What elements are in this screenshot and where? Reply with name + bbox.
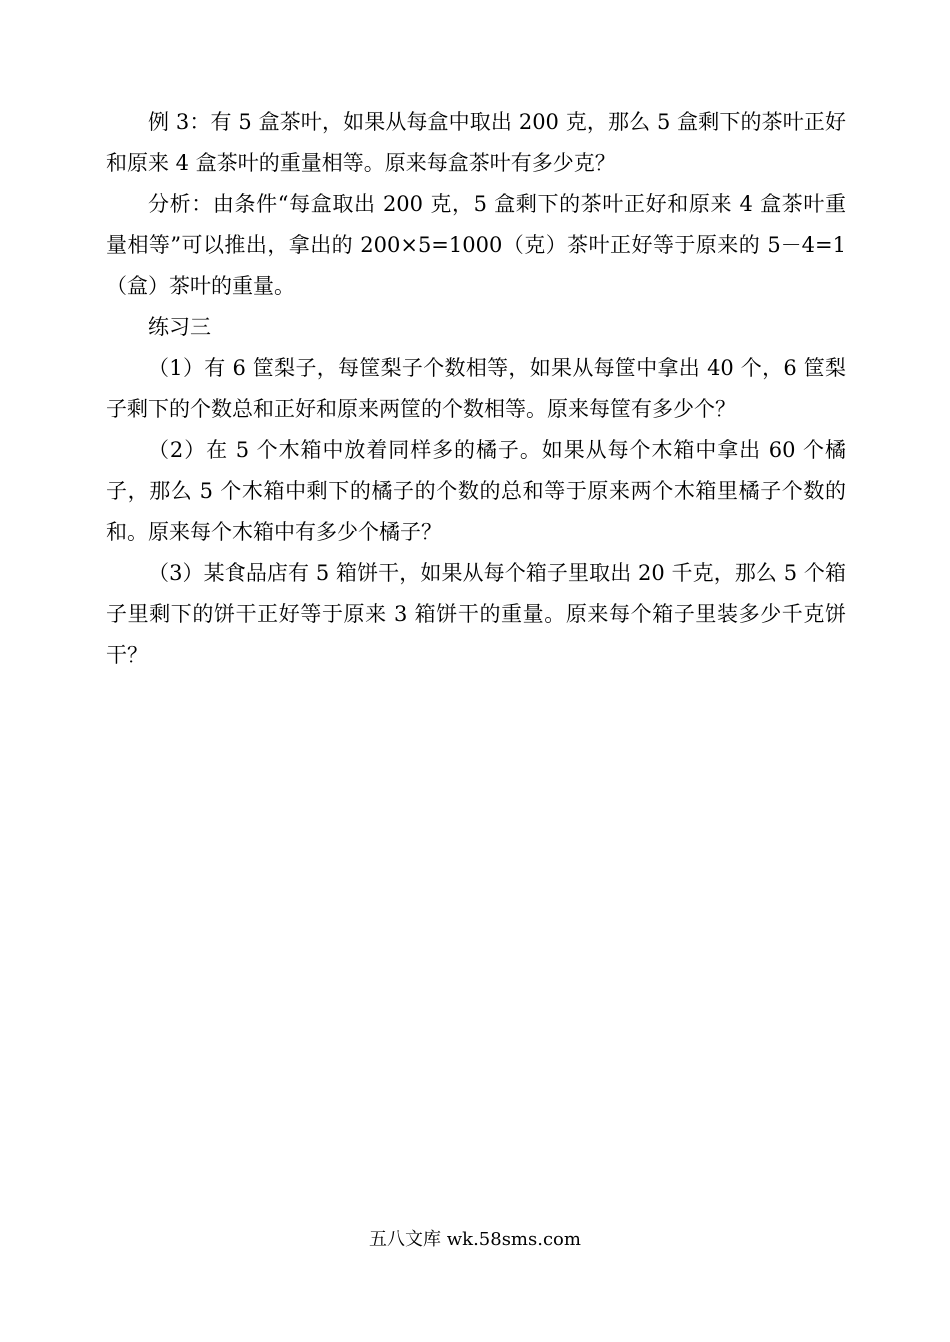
- exercise-question-2: （2）在 5 个木箱中放着同样多的橘子。如果从每个木箱中拿出 60 个橘子，那么 5 个木箱中剩下的橘子的个数的总和等于原来两个木箱里橘子个数的和。原来每个木箱中有多少个橘子？: [106, 438, 846, 544]
- page-footer: 五八文库 wk.58sms.com: [369, 1229, 581, 1250]
- analysis-paragraph: 分析：由条件“每盒取出 200 克，5 盒剩下的茶叶正好和原来 4 盒茶叶重量相等”可以推出，拿出的 200×5=1000（克）茶叶正好等于原来的 5－4=1（盒）茶叶的重量。: [106, 192, 846, 298]
- example-problem: 例 3：有 5 盒茶叶，如果从每盒中取出 200 克，那么 5 盒剩下的茶叶正好和原来 4 盒茶叶的重量相等。原来每盒茶叶有多少克？: [106, 110, 846, 175]
- exercise-question-1: （1）有 6 筐梨子，每筐梨子个数相等，如果从每筐中拿出 40 个，6 筐梨子剩下的个数总和正好和原来两筐的个数相等。原来每筐有多少个？: [106, 356, 846, 421]
- document-body: [106, 102, 846, 676]
- exercise-heading: 练习三: [148, 315, 211, 339]
- exercise-question-3: （3）某食品店有 5 箱饼干，如果从每个箱子里取出 20 千克，那么 5 个箱子里剩下的饼干正好等于原来 3 箱饼干的重量。原来每个箱子里装多少千克饼干？: [106, 561, 846, 667]
